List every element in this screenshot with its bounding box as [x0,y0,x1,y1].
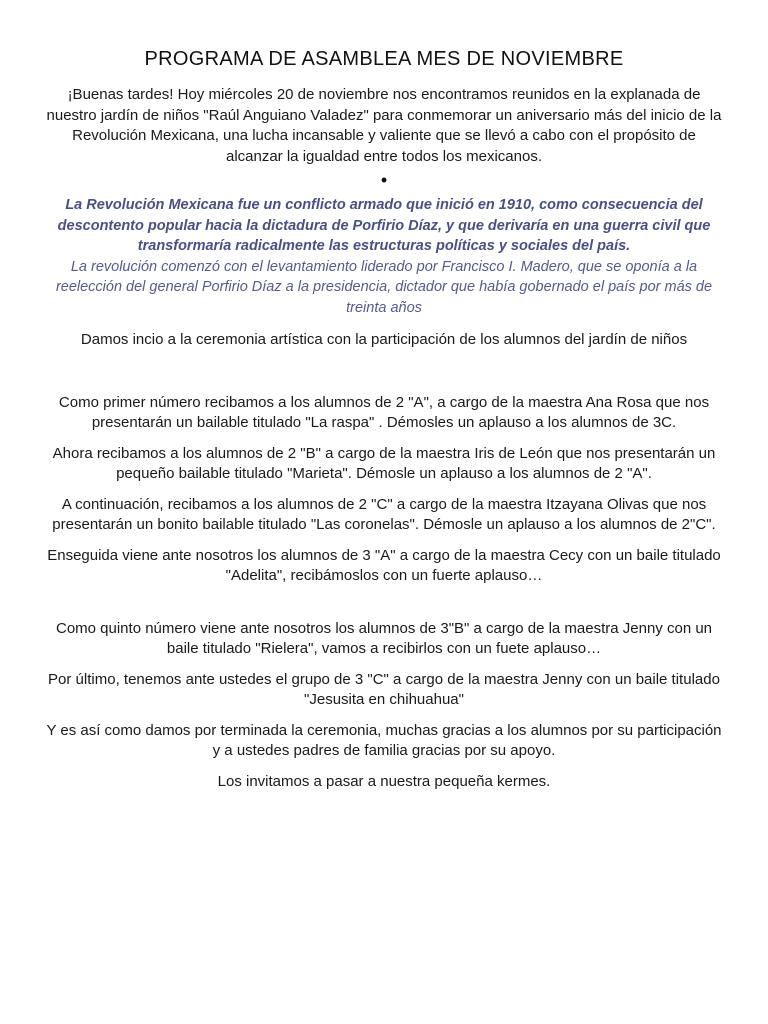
invite-paragraph: Los invitamos a pasar a nuestra pequeña kermes. [217,772,551,790]
bullet-mark: • [380,170,388,190]
act-paragraph-3: A continuación, recibamos a los alumnos de 2 "C" a cargo de la maestra Itzayana Olivas que nos presentarán un bonito bailable titulado "Las coronelas". Démosle un aplauso a los alumnos de 2"C". [52,495,716,533]
opening-paragraph: Damos incio a la ceremonia artística con la participación de los alumnos del jardín de niños [80,331,688,348]
act-paragraph-4: Enseguida viene ante nosotros los alumnos de 3 "A" a cargo de la maestra Cecy con un baile titulado "Adelita", recibámoslos con un fuerte aplauso… [47,546,721,584]
intro-paragraph: ¡Buenas tardes! Hoy miércoles 20 de noviembre nos encontramos reunidos en la explanada de nuestro jardín de niños "Raúl Anguiano Valadez" para conmemorar un aniversario más del inicio de la Revolución Mexicana, una lucha incansable y valiente que se llevó a cabo con el propósito de alcanzar la igualdad entre todos los mexicanos. [46,86,722,165]
act-paragraph-6: Por último, tenemos ante ustedes el grupo de 3 "C" a cargo de la maestra Jenny con un baile titulado "Jesusita en chihuahua" [48,670,720,708]
history-bold-paragraph: La Revolución Mexicana fue un conflicto armado que inició en 1910, como consecuencia del descontento popular hacia la dictadura de Porfirio Díaz, y que derivaría en una guerra civil que transformaría radicalmente las estructuras políticas y sociales del país. [57,197,711,254]
act-paragraph-5: Como quinto número viene ante nosotros los alumnos de 3"B" a cargo de la maestra Jenny con un baile titulado "Rielera", vamos a recibirlos con un fuete aplauso… [55,619,713,657]
spacer [44,361,724,393]
spacer [44,597,724,619]
closing-paragraph: Y es así como damos por terminada la ceremonia, muchas gracias a los alumnos por su participación y a ustedes padres de familia gracias por su apoyo. [46,721,722,759]
page-title: PROGRAMA DE ASAMBLEA MES DE NOVIEMBRE [144,48,624,70]
act-paragraph-1: Como primer número recibamos a los alumnos de 2 "A", a cargo de la maestra Ana Rosa que nos presentarán un bailable titulado "La raspa" . Démosles un aplauso a los alumnos de 3C. [58,393,710,431]
history-italic-paragraph: La revolución comenzó con el levantamiento liderado por Francisco I. Madero, que se oponía a la reelección del general Porfirio Díaz a la presidencia, dictador que había gobernado el país por más de treinta años [55,258,713,316]
act-paragraph-2: Ahora recibamos a los alumnos de 2 "B" a cargo de la maestra Iris de León que nos presentarán un pequeño bailable titulado "Marieta". Démosle un aplauso a los alumnos de 2 "A". [52,444,716,482]
